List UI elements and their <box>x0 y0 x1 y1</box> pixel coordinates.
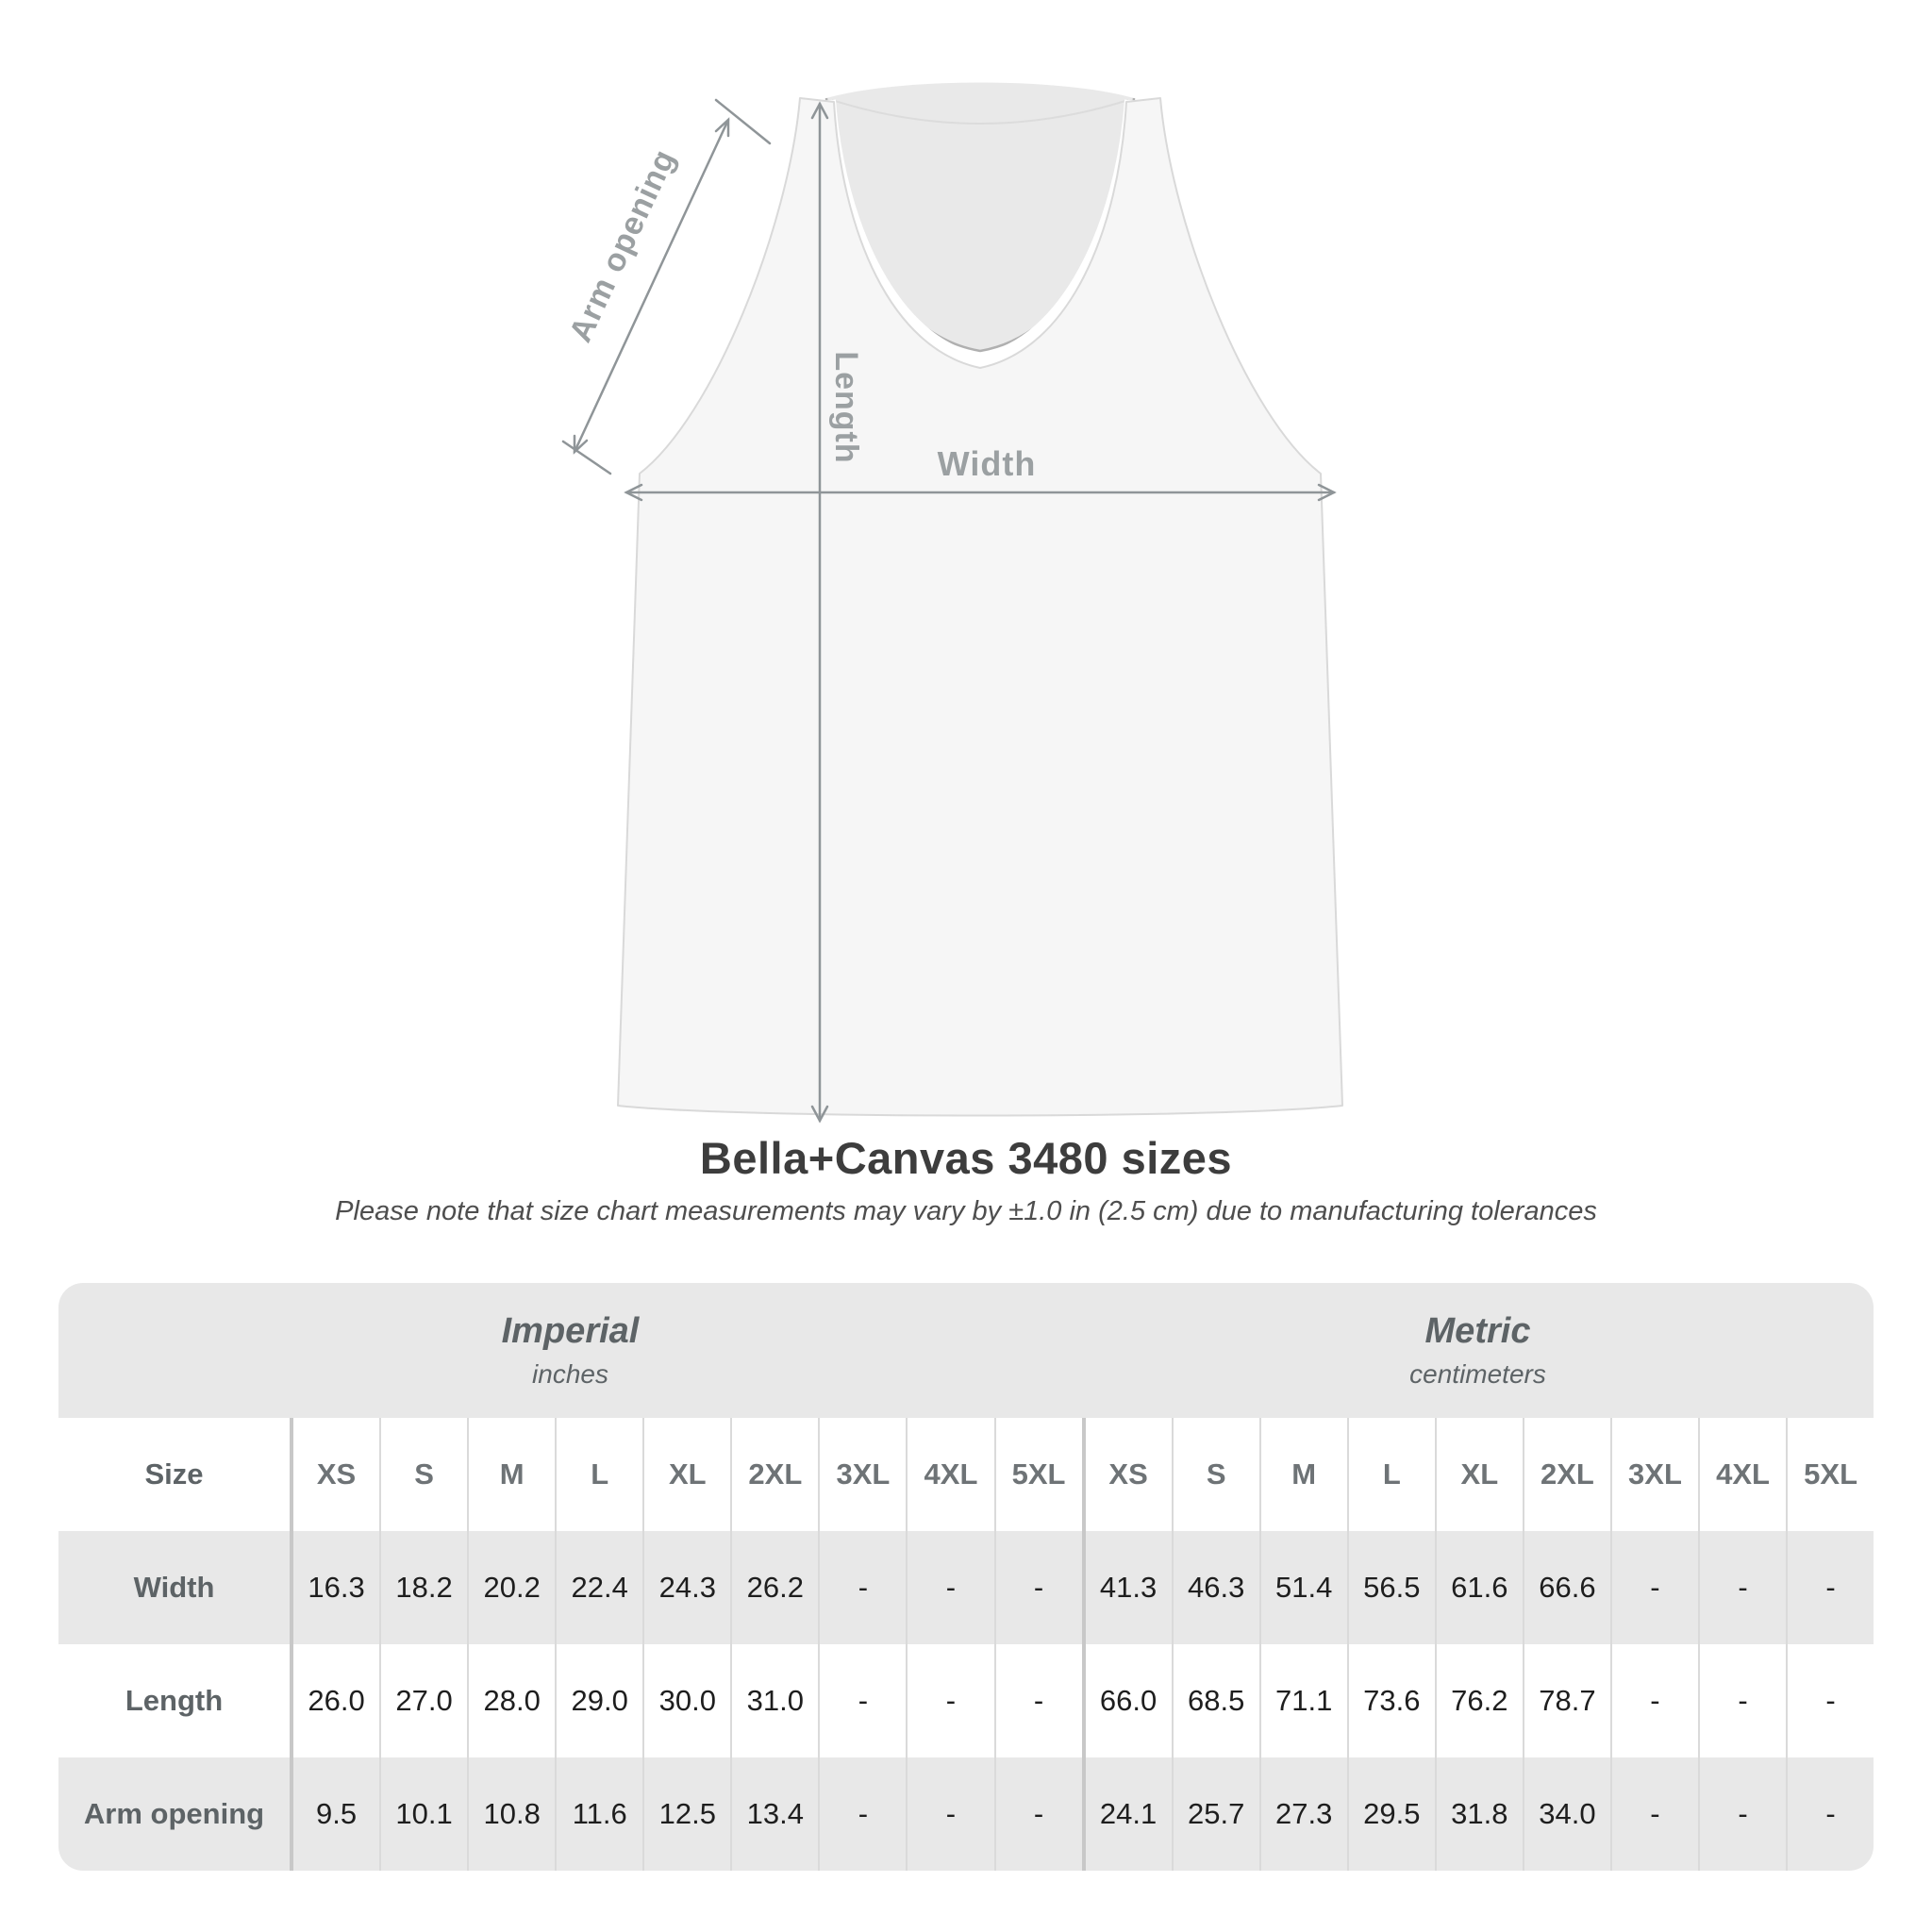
value-cell: - <box>994 1531 1082 1644</box>
value-cell: - <box>1786 1531 1874 1644</box>
column-header-metric-xs: XS <box>1082 1418 1172 1531</box>
value-cell: 34.0 <box>1523 1757 1610 1871</box>
value-cell: 26.0 <box>290 1644 379 1757</box>
size-table <box>58 1283 1874 1871</box>
value-cell: 13.4 <box>730 1757 818 1871</box>
value-cell: 9.5 <box>290 1757 379 1871</box>
value-cell: 28.0 <box>467 1644 555 1757</box>
value-cell: 66.6 <box>1523 1531 1610 1644</box>
size-column-header: Size <box>144 1457 204 1491</box>
value-cell: - <box>1698 1531 1786 1644</box>
value-cell: 76.2 <box>1435 1644 1523 1757</box>
value-cell: - <box>1610 1644 1698 1757</box>
width-label: Width <box>937 444 1037 483</box>
metric-unit: centimeters <box>1409 1359 1546 1389</box>
imperial-section-header <box>58 1283 1082 1418</box>
value-cell: - <box>906 1757 993 1871</box>
value-cell: 31.8 <box>1435 1757 1523 1871</box>
column-header-metric-s: S <box>1172 1418 1259 1531</box>
value-cell: 22.4 <box>555 1531 642 1644</box>
length-label: Length <box>828 351 864 464</box>
value-cell: 51.4 <box>1259 1531 1347 1644</box>
value-cell: 68.5 <box>1172 1644 1259 1757</box>
row-label: Width <box>133 1571 215 1604</box>
column-header-metric-2xl: 2XL <box>1523 1418 1610 1531</box>
metric-section-header <box>1082 1283 1874 1418</box>
value-cell: 71.1 <box>1259 1644 1347 1757</box>
value-cell: - <box>906 1644 993 1757</box>
value-cell: 29.5 <box>1347 1757 1435 1871</box>
value-cell: 29.0 <box>555 1644 642 1757</box>
value-cell: - <box>1610 1757 1698 1871</box>
arm-opening-label: Arm opening <box>562 143 683 348</box>
table-row <box>58 1531 1874 1644</box>
row-label: Arm opening <box>83 1797 265 1830</box>
value-cell: 16.3 <box>290 1531 379 1644</box>
column-header-imperial-2xl: 2XL <box>730 1418 818 1531</box>
value-cell: 41.3 <box>1082 1531 1172 1644</box>
column-header-metric-m: M <box>1259 1418 1347 1531</box>
value-cell: - <box>1698 1644 1786 1757</box>
value-cell: 61.6 <box>1435 1531 1523 1644</box>
column-header-imperial-5xl: 5XL <box>994 1418 1082 1531</box>
column-header-imperial-s: S <box>379 1418 467 1531</box>
value-cell: 11.6 <box>555 1757 642 1871</box>
value-cell: 30.0 <box>642 1644 730 1757</box>
value-cell: 73.6 <box>1347 1644 1435 1757</box>
value-cell: 46.3 <box>1172 1531 1259 1644</box>
value-cell: - <box>1786 1644 1874 1757</box>
column-header-imperial-l: L <box>555 1418 642 1531</box>
value-cell: - <box>994 1644 1082 1757</box>
value-cell: 27.0 <box>379 1644 467 1757</box>
column-header-metric-l: L <box>1347 1418 1435 1531</box>
value-cell: 12.5 <box>642 1757 730 1871</box>
size-grid <box>58 1418 1874 1871</box>
column-header-metric-3xl: 3XL <box>1610 1418 1698 1531</box>
column-header-metric-5xl: 5XL <box>1786 1418 1874 1531</box>
value-cell: 56.5 <box>1347 1531 1435 1644</box>
table-row <box>58 1644 1874 1757</box>
value-cell: 18.2 <box>379 1531 467 1644</box>
column-header-imperial-xl: XL <box>642 1418 730 1531</box>
row-label: Length <box>125 1684 224 1717</box>
page-title: Bella+Canvas 3480 sizes <box>699 1133 1233 1183</box>
value-cell: 78.7 <box>1523 1644 1610 1757</box>
column-header-metric-4xl: 4XL <box>1698 1418 1786 1531</box>
column-header-imperial-3xl: 3XL <box>818 1418 906 1531</box>
value-cell: - <box>818 1531 906 1644</box>
value-cell: - <box>818 1644 906 1757</box>
column-header-imperial-xs: XS <box>290 1418 379 1531</box>
unit-band <box>58 1283 1874 1418</box>
value-cell: 10.1 <box>379 1757 467 1871</box>
value-cell: 10.8 <box>467 1757 555 1871</box>
value-cell: - <box>906 1531 993 1644</box>
value-cell: - <box>994 1757 1082 1871</box>
column-header-imperial-m: M <box>467 1418 555 1531</box>
value-cell: 26.2 <box>730 1531 818 1644</box>
value-cell: - <box>818 1757 906 1871</box>
value-cell: 25.7 <box>1172 1757 1259 1871</box>
value-cell: 66.0 <box>1082 1644 1172 1757</box>
tolerance-note: Please note that size chart measurements may vary by ±1.0 in (2.5 cm) due to manufacturing tolerances <box>335 1196 1597 1226</box>
imperial-label: Imperial <box>501 1311 640 1351</box>
value-cell: 31.0 <box>730 1644 818 1757</box>
value-cell: - <box>1610 1531 1698 1644</box>
column-header-metric-xl: XL <box>1435 1418 1523 1531</box>
table-row <box>58 1757 1874 1871</box>
metric-label: Metric <box>1424 1311 1531 1351</box>
value-cell: - <box>1698 1757 1786 1871</box>
tank-top-diagram <box>400 57 1532 1132</box>
value-cell: 24.1 <box>1082 1757 1172 1871</box>
imperial-unit: inches <box>532 1359 608 1389</box>
column-header-row <box>58 1418 1874 1531</box>
value-cell: 24.3 <box>642 1531 730 1644</box>
value-cell: - <box>1786 1757 1874 1871</box>
value-cell: 27.3 <box>1259 1757 1347 1871</box>
value-cell: 20.2 <box>467 1531 555 1644</box>
column-header-imperial-4xl: 4XL <box>906 1418 993 1531</box>
